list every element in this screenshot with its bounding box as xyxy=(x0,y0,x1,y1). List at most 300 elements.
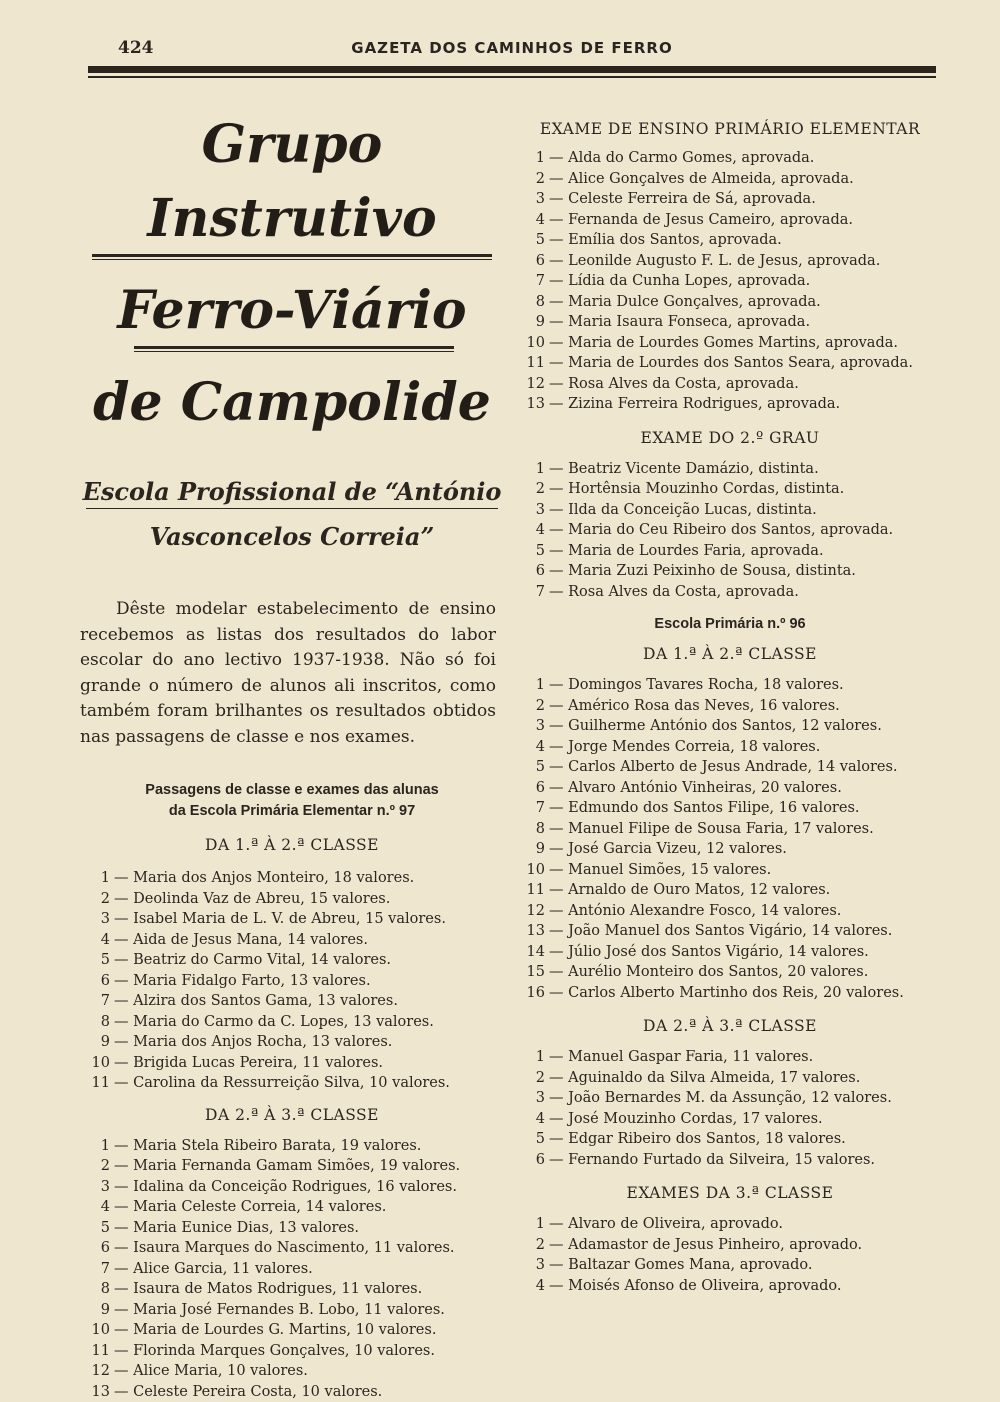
list-item xyxy=(515,333,945,354)
list-item-number: 8 xyxy=(80,1012,110,1033)
list-item xyxy=(80,1320,504,1341)
list-dash: — xyxy=(114,952,133,968)
school97-class2-list xyxy=(80,1136,504,1402)
list-dash: — xyxy=(114,1384,133,1400)
list-dash: — xyxy=(549,759,568,775)
list-dash: — xyxy=(549,355,568,371)
list-item-number: 9 xyxy=(515,839,545,860)
list-item-number: 5 xyxy=(515,541,545,562)
list-dash: — xyxy=(549,563,568,579)
school96-class1-heading: DA 1.ª À 2.ª CLASSE xyxy=(515,643,945,665)
list-item-text: Maria do Ceu Ribeiro dos Santos, aprovada. xyxy=(568,522,893,538)
list-item-text: Alice Maria, 10 valores. xyxy=(133,1363,308,1379)
list-item xyxy=(515,582,945,603)
list-item xyxy=(515,942,945,963)
list-item-text: João Manuel dos Santos Vigário, 14 valores. xyxy=(568,923,892,939)
list-dash: — xyxy=(114,1179,133,1195)
list-item-text: Edmundo dos Santos Filipe, 16 valores. xyxy=(568,800,859,816)
list-item-text: Rosa Alves da Costa, aprovada. xyxy=(568,584,799,600)
list-item xyxy=(515,561,945,582)
list-dash: — xyxy=(549,821,568,837)
list-item xyxy=(80,868,504,889)
list-dash: — xyxy=(549,335,568,351)
list-item-text: Maria Isaura Fonseca, aprovada. xyxy=(568,314,810,330)
list-dash: — xyxy=(549,543,568,559)
list-item-text: Beatriz do Carmo Vital, 14 valores. xyxy=(133,952,391,968)
list-dash: — xyxy=(549,923,568,939)
list-item-text: Hortênsia Mouzinho Cordas, distinta. xyxy=(568,481,844,497)
list-dash: — xyxy=(549,800,568,816)
list-dash: — xyxy=(549,396,568,412)
list-dash: — xyxy=(114,1240,133,1256)
list-item-text: Júlio José dos Santos Vigário, 14 valores. xyxy=(568,944,869,960)
school96-class1-list xyxy=(515,675,945,1003)
list-item-text: Adamastor de Jesus Pinheiro, aprovado. xyxy=(568,1237,862,1253)
list-item-text: Américo Rosa das Neves, 16 valores. xyxy=(568,698,840,714)
list-item xyxy=(80,1177,504,1198)
list-item xyxy=(515,541,945,562)
list-dash: — xyxy=(549,1257,568,1273)
list-item xyxy=(80,1136,504,1157)
list-item xyxy=(515,1150,945,1171)
list-item-number: 3 xyxy=(80,1177,110,1198)
school97-class1-list xyxy=(80,868,504,1094)
list-item-number: 4 xyxy=(515,737,545,758)
list-item-number: 7 xyxy=(80,1259,110,1280)
list-item-number: 7 xyxy=(515,271,545,292)
school96-heading: Escola Primária n.º 96 xyxy=(515,614,945,635)
list-item-text: Aurélio Monteiro dos Santos, 20 valores. xyxy=(568,964,868,980)
list-item-number: 7 xyxy=(80,991,110,1012)
list-dash: — xyxy=(549,698,568,714)
list-dash: — xyxy=(114,1220,133,1236)
list-dash: — xyxy=(549,502,568,518)
list-item xyxy=(515,962,945,983)
list-dash: — xyxy=(114,1158,133,1174)
list-item-text: João Bernardes M. da Assunção, 12 valores. xyxy=(568,1090,892,1106)
list-dash: — xyxy=(549,232,568,248)
list-item-number: 2 xyxy=(515,169,545,190)
list-item-number: 14 xyxy=(515,942,545,963)
exam-elementary-heading: EXAME DE ENSINO PRIMÁRIO ELEMENTAR xyxy=(515,118,945,140)
list-item-number: 4 xyxy=(515,1276,545,1297)
list-item-number: 5 xyxy=(515,1129,545,1150)
list-item-text: Maria Fidalgo Farto, 13 valores. xyxy=(133,973,370,989)
list-dash: — xyxy=(549,882,568,898)
list-item xyxy=(515,819,945,840)
list-item xyxy=(515,798,945,819)
list-item-number: 7 xyxy=(515,582,545,603)
header-rule-thick xyxy=(88,66,936,73)
list-item-text: Manuel Filipe de Sousa Faria, 17 valores. xyxy=(568,821,874,837)
list-dash: — xyxy=(549,171,568,187)
list-item xyxy=(80,1073,504,1094)
list-item xyxy=(80,1218,504,1239)
list-dash: — xyxy=(549,780,568,796)
list-dash: — xyxy=(549,1152,568,1168)
list-item-text: Alda do Carmo Gomes, aprovada. xyxy=(568,150,814,166)
list-item xyxy=(80,1341,504,1362)
list-item-text: Maria Zuzi Peixinho de Sousa, distinta. xyxy=(568,563,856,579)
list-item-text: Manuel Simões, 15 valores. xyxy=(568,862,771,878)
list-dash: — xyxy=(114,1322,133,1338)
list-dash: — xyxy=(549,376,568,392)
list-item-text: Zizina Ferreira Rodrigues, aprovada. xyxy=(568,396,840,412)
list-item-number: 15 xyxy=(515,962,545,983)
school96-class2-heading: DA 2.ª À 3.ª CLASSE xyxy=(515,1015,945,1037)
list-item-text: Maria de Lourdes G. Martins, 10 valores. xyxy=(133,1322,436,1338)
list-dash: — xyxy=(549,1237,568,1253)
list-dash: — xyxy=(114,1055,133,1071)
list-item-number: 2 xyxy=(515,479,545,500)
list-item-text: Celeste Pereira Costa, 10 valores. xyxy=(133,1384,382,1400)
list-item-text: Alvaro António Vinheiras, 20 valores. xyxy=(568,780,842,796)
list-item-number: 12 xyxy=(80,1361,110,1382)
list-item-text: Alice Gonçalves de Almeida, aprovada. xyxy=(568,171,854,187)
list-dash: — xyxy=(549,294,568,310)
list-item-text: Leonilde Augusto F. L. de Jesus, aprovada. xyxy=(568,253,880,269)
list-item-text: Carolina da Ressurreição Silva, 10 valores. xyxy=(133,1075,450,1091)
list-item-number: 3 xyxy=(515,1088,545,1109)
title-line-3: de Campolide xyxy=(80,366,504,440)
list-item xyxy=(515,394,945,415)
list-item-text: Alzira dos Santos Gama, 13 valores. xyxy=(133,993,398,1009)
list-dash: — xyxy=(549,677,568,693)
list-item-number: 5 xyxy=(515,230,545,251)
list-item xyxy=(80,1197,504,1218)
list-item-number: 9 xyxy=(80,1300,110,1321)
list-item xyxy=(515,1088,945,1109)
list-item-number: 6 xyxy=(515,561,545,582)
list-dash: — xyxy=(114,1302,133,1318)
list-item-text: Alice Garcia, 11 valores. xyxy=(133,1261,313,1277)
title-line-2: Ferro-Viário xyxy=(80,274,504,348)
list-dash: — xyxy=(114,993,133,1009)
list-item-number: 10 xyxy=(515,860,545,881)
list-item-text: Edgar Ribeiro dos Santos, 18 valores. xyxy=(568,1131,846,1147)
exam-elementary-list xyxy=(515,148,945,415)
school96-exam3-heading: EXAMES DA 3.ª CLASSE xyxy=(515,1182,945,1204)
list-item-text: Maria de Lourdes Faria, aprovada. xyxy=(568,543,823,559)
list-item xyxy=(515,716,945,737)
list-item-text: Domingos Tavares Rocha, 18 valores. xyxy=(568,677,844,693)
list-item xyxy=(80,1259,504,1280)
list-dash: — xyxy=(549,212,568,228)
list-item xyxy=(80,1300,504,1321)
list-dash: — xyxy=(549,862,568,878)
list-item-text: Jorge Mendes Correia, 18 valores. xyxy=(568,739,820,755)
list-item-number: 1 xyxy=(515,675,545,696)
list-item xyxy=(515,230,945,251)
list-item-number: 3 xyxy=(515,716,545,737)
list-item-text: Maria de Lourdes Gomes Martins, aprovada. xyxy=(568,335,898,351)
title-line-1: Grupo Instrutivo xyxy=(80,108,504,256)
list-item-number: 9 xyxy=(515,312,545,333)
list-item-text: José Mouzinho Cordas, 17 valores. xyxy=(568,1111,823,1127)
list-item xyxy=(515,1255,945,1276)
running-header xyxy=(88,36,936,62)
list-item xyxy=(515,500,945,521)
list-item xyxy=(515,1129,945,1150)
list-item-number: 4 xyxy=(515,210,545,231)
list-dash: — xyxy=(114,1343,133,1359)
list-item-text: Rosa Alves da Costa, aprovada. xyxy=(568,376,799,392)
list-item-number: 12 xyxy=(515,374,545,395)
list-item xyxy=(80,1361,504,1382)
list-item-number: 3 xyxy=(515,500,545,521)
list-dash: — xyxy=(549,985,568,1001)
list-dash: — xyxy=(549,1216,568,1232)
list-item xyxy=(515,271,945,292)
journal-title: GAZETA DOS CAMINHOS DE FERRO xyxy=(88,39,936,57)
header-rule-thin xyxy=(88,76,936,78)
list-item-number: 5 xyxy=(80,1218,110,1239)
list-dash: — xyxy=(114,1281,133,1297)
school97-heading-1: Passagens de classe e exames das alunas xyxy=(80,780,504,801)
list-item xyxy=(515,1235,945,1256)
school97-class2-heading: DA 2.ª À 3.ª CLASSE xyxy=(80,1104,504,1126)
school97-heading-2: da Escola Primária Elementar n.º 97 xyxy=(80,801,504,822)
list-item-text: Carlos Alberto Martinho dos Reis, 20 valores. xyxy=(568,985,904,1001)
list-dash: — xyxy=(114,891,133,907)
list-item xyxy=(515,312,945,333)
list-item-number: 3 xyxy=(80,909,110,930)
list-item-text: Idalina da Conceição Rodrigues, 16 valores. xyxy=(133,1179,457,1195)
list-item-text: Florinda Marques Gonçalves, 10 valores. xyxy=(133,1343,435,1359)
list-dash: — xyxy=(114,911,133,927)
left-column xyxy=(80,108,504,1402)
list-item-text: Isabel Maria de L. V. de Abreu, 15 valores. xyxy=(133,911,446,927)
list-dash: — xyxy=(114,870,133,886)
list-item xyxy=(80,971,504,992)
exam-2nd-grade-heading: EXAME DO 2.º GRAU xyxy=(515,427,945,449)
list-dash: — xyxy=(114,1014,133,1030)
list-item xyxy=(80,909,504,930)
list-item-number: 8 xyxy=(515,819,545,840)
list-item xyxy=(80,950,504,971)
list-item-number: 10 xyxy=(80,1320,110,1341)
list-dash: — xyxy=(114,1199,133,1215)
list-item xyxy=(515,737,945,758)
list-item xyxy=(515,292,945,313)
page-number: 424 xyxy=(118,38,154,58)
list-item-number: 11 xyxy=(515,353,545,374)
list-item-text: Alvaro de Oliveira, aprovado. xyxy=(568,1216,783,1232)
list-item-number: 6 xyxy=(80,971,110,992)
list-item xyxy=(515,1109,945,1130)
list-item-text: Maria Celeste Correia, 14 valores. xyxy=(133,1199,386,1215)
list-item-number: 2 xyxy=(80,889,110,910)
list-item-number: 16 xyxy=(515,983,545,1004)
list-item-number: 8 xyxy=(80,1279,110,1300)
list-item-number: 4 xyxy=(80,1197,110,1218)
list-item-text: Ilda da Conceição Lucas, distinta. xyxy=(568,502,817,518)
list-item-text: Deolinda Vaz de Abreu, 15 valores. xyxy=(133,891,390,907)
list-item-number: 2 xyxy=(515,1235,545,1256)
list-item xyxy=(515,901,945,922)
list-item-text: Isaura de Matos Rodrigues, 11 valores. xyxy=(133,1281,422,1297)
list-item-text: Carlos Alberto de Jesus Andrade, 14 valores. xyxy=(568,759,897,775)
list-item xyxy=(515,479,945,500)
list-item-number: 6 xyxy=(515,1150,545,1171)
list-item-number: 2 xyxy=(80,1156,110,1177)
list-item xyxy=(80,1156,504,1177)
list-item-text: Maria Fernanda Gamam Simões, 19 valores. xyxy=(133,1158,460,1174)
list-item-number: 9 xyxy=(80,1032,110,1053)
school96-class2-list xyxy=(515,1047,945,1170)
list-dash: — xyxy=(549,718,568,734)
list-item-number: 4 xyxy=(80,930,110,951)
list-item-number: 1 xyxy=(515,148,545,169)
list-item xyxy=(515,860,945,881)
list-item-number: 11 xyxy=(80,1341,110,1362)
list-dash: — xyxy=(549,584,568,600)
list-item-text: Arnaldo de Ouro Matos, 12 valores. xyxy=(568,882,830,898)
list-item xyxy=(515,983,945,1004)
list-item-number: 1 xyxy=(80,1136,110,1157)
list-item-text: Maria Eunice Dias, 13 valores. xyxy=(133,1220,359,1236)
list-item-number: 6 xyxy=(515,251,545,272)
list-dash: — xyxy=(549,191,568,207)
list-item xyxy=(515,374,945,395)
list-dash: — xyxy=(549,1131,568,1147)
list-dash: — xyxy=(549,739,568,755)
list-item xyxy=(80,1382,504,1402)
list-item xyxy=(515,210,945,231)
subtitle-line-1: Escola Profissional de “António xyxy=(80,470,504,514)
list-item xyxy=(515,1276,945,1297)
list-item xyxy=(515,1214,945,1235)
list-item-number: 1 xyxy=(515,1047,545,1068)
list-dash: — xyxy=(549,461,568,477)
list-dash: — xyxy=(114,1138,133,1154)
right-column xyxy=(515,108,945,1296)
list-dash: — xyxy=(549,314,568,330)
list-dash: — xyxy=(114,1034,133,1050)
list-item xyxy=(80,991,504,1012)
list-item xyxy=(80,1053,504,1074)
list-item-number: 1 xyxy=(515,1214,545,1235)
list-item xyxy=(515,189,945,210)
list-item xyxy=(80,1032,504,1053)
list-dash: — xyxy=(549,841,568,857)
list-item-number: 11 xyxy=(515,880,545,901)
list-dash: — xyxy=(549,1278,568,1294)
list-item-text: Maria dos Anjos Monteiro, 18 valores. xyxy=(133,870,414,886)
list-dash: — xyxy=(114,1261,133,1277)
list-item xyxy=(515,778,945,799)
list-dash: — xyxy=(549,481,568,497)
list-item-text: Maria Dulce Gonçalves, aprovada. xyxy=(568,294,821,310)
list-item-text: Fernando Furtado da Silveira, 15 valores. xyxy=(568,1152,875,1168)
list-item xyxy=(80,1238,504,1259)
list-item-number: 5 xyxy=(515,757,545,778)
list-item xyxy=(515,880,945,901)
list-dash: — xyxy=(549,273,568,289)
list-item-text: Fernanda de Jesus Cameiro, aprovada. xyxy=(568,212,853,228)
list-dash: — xyxy=(549,1111,568,1127)
list-item xyxy=(515,148,945,169)
list-item-text: Maria José Fernandes B. Lobo, 11 valores. xyxy=(133,1302,445,1318)
list-dash: — xyxy=(114,932,133,948)
list-item xyxy=(80,930,504,951)
list-item-text: Maria Stela Ribeiro Barata, 19 valores. xyxy=(133,1138,421,1154)
list-item xyxy=(515,251,945,272)
list-item-number: 1 xyxy=(80,868,110,889)
list-dash: — xyxy=(549,253,568,269)
list-item xyxy=(80,1279,504,1300)
list-item-number: 10 xyxy=(80,1053,110,1074)
list-item-text: Moisés Afonso de Oliveira, aprovado. xyxy=(568,1278,841,1294)
list-item-text: Beatriz Vicente Damázio, distinta. xyxy=(568,461,819,477)
list-item-text: Baltazar Gomes Mana, aprovado. xyxy=(568,1257,812,1273)
list-item-text: Guilherme António dos Santos, 12 valores. xyxy=(568,718,882,734)
list-dash: — xyxy=(549,1090,568,1106)
list-item-text: Brigida Lucas Pereira, 11 valores. xyxy=(133,1055,383,1071)
list-item-number: 13 xyxy=(515,394,545,415)
list-item-text: José Garcia Vizeu, 12 valores. xyxy=(568,841,787,857)
list-item-number: 13 xyxy=(515,921,545,942)
list-dash: — xyxy=(549,1049,568,1065)
list-item-text: Isaura Marques do Nascimento, 11 valores. xyxy=(133,1240,454,1256)
list-item-number: 8 xyxy=(515,292,545,313)
list-dash: — xyxy=(114,973,133,989)
list-item-text: Emília dos Santos, aprovada. xyxy=(568,232,782,248)
list-item-number: 4 xyxy=(515,1109,545,1130)
subtitle-line-2: Vasconcelos Correia” xyxy=(80,515,504,559)
list-dash: — xyxy=(549,903,568,919)
list-item xyxy=(80,1012,504,1033)
list-item-text: Maria do Carmo da C. Lopes, 13 valores. xyxy=(133,1014,434,1030)
list-item xyxy=(515,520,945,541)
list-dash: — xyxy=(549,944,568,960)
school97-class1-heading: DA 1.ª À 2.ª CLASSE xyxy=(80,834,504,856)
intro-paragraph: Dêste modelar estabelecimento de ensino recebemos as listas dos resultados do labor escolar do ano lectivo 1937-1938. Não só foi grande o número de alunos ali inscritos, como também foram brilhantes os resultados obtidos nas passagens de classe e nos exames. xyxy=(80,597,504,750)
list-item-number: 10 xyxy=(515,333,545,354)
list-item-number: 13 xyxy=(80,1382,110,1402)
list-dash: — xyxy=(114,1075,133,1091)
list-item-number: 4 xyxy=(515,520,545,541)
list-item-number: 5 xyxy=(80,950,110,971)
list-item xyxy=(515,1068,945,1089)
list-item xyxy=(515,353,945,374)
list-item-text: Aida de Jesus Mana, 14 valores. xyxy=(133,932,368,948)
list-dash: — xyxy=(549,1070,568,1086)
list-item-number: 2 xyxy=(515,696,545,717)
list-item-text: António Alexandre Fosco, 14 valores. xyxy=(568,903,841,919)
list-item-number: 7 xyxy=(515,798,545,819)
list-item-text: Aguinaldo da Silva Almeida, 17 valores. xyxy=(568,1070,860,1086)
list-item xyxy=(515,1047,945,1068)
list-dash: — xyxy=(549,522,568,538)
list-item-number: 11 xyxy=(80,1073,110,1094)
list-item-number: 1 xyxy=(515,459,545,480)
list-item-number: 3 xyxy=(515,1255,545,1276)
list-item-number: 6 xyxy=(80,1238,110,1259)
list-item xyxy=(515,459,945,480)
list-dash: — xyxy=(549,150,568,166)
list-item-text: Lídia da Cunha Lopes, aprovada. xyxy=(568,273,810,289)
list-item-text: Maria de Lourdes dos Santos Seara, aprovada. xyxy=(568,355,913,371)
list-item xyxy=(515,757,945,778)
exam-2nd-grade-list xyxy=(515,459,945,603)
list-item-number: 12 xyxy=(515,901,545,922)
list-item xyxy=(515,696,945,717)
list-dash: — xyxy=(549,964,568,980)
list-item xyxy=(515,839,945,860)
list-item-text: Maria dos Anjos Rocha, 13 valores. xyxy=(133,1034,392,1050)
list-item xyxy=(80,889,504,910)
